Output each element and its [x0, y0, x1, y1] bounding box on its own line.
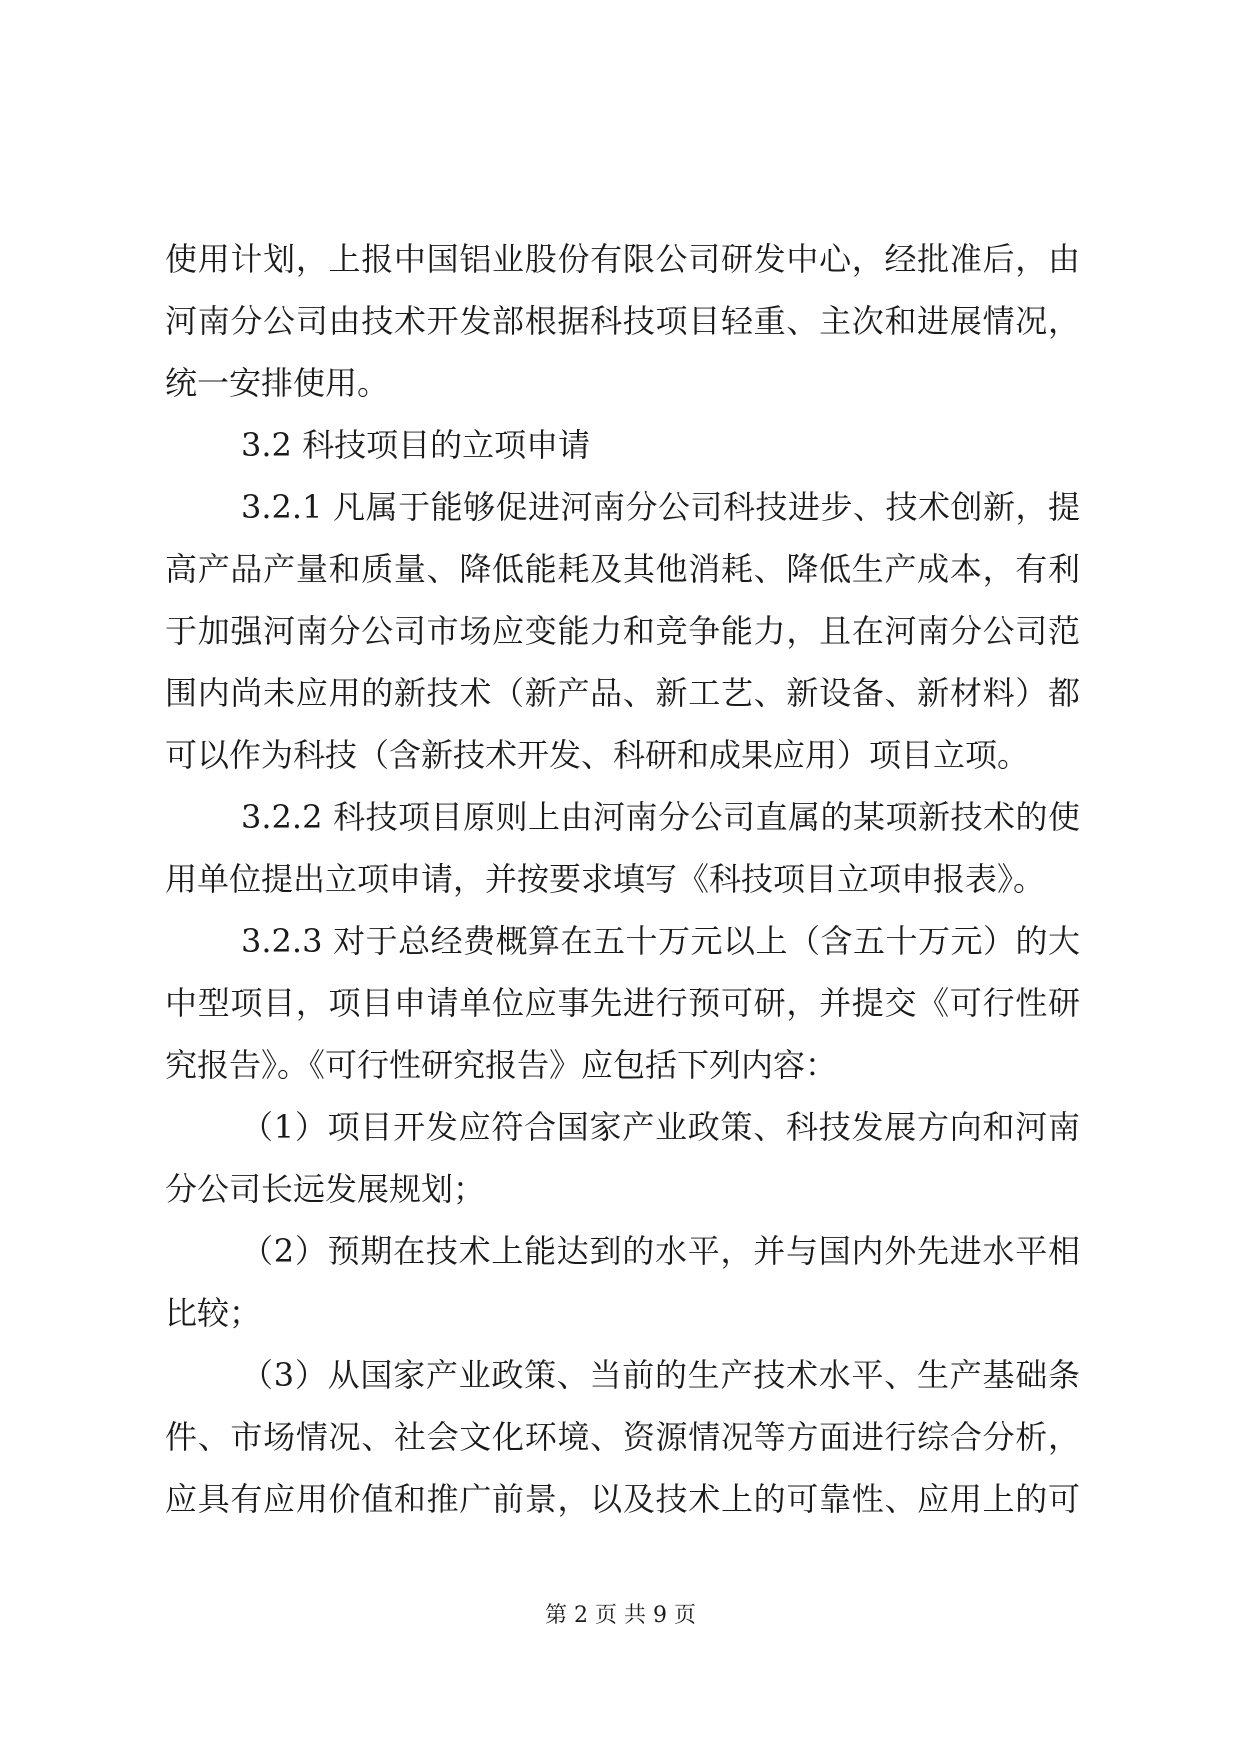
text-line: 用单位提出立项申请，并按要求填写《科技项目立项申报表》。: [165, 860, 1046, 898]
text-line: （1）项目开发应符合国家产业政策、科技发展方向和河南: [241, 1108, 1080, 1146]
text-line: 使用计划，上报中国铝业股份有限公司研发中心，经批准后，由: [165, 240, 1080, 278]
page-number-label: 第 2 页 共 9 页: [545, 1603, 696, 1628]
page-footer: [0, 1602, 1241, 1630]
text-line: 究报告》。《可行性研究报告》应包括下列内容：: [165, 1046, 838, 1084]
text-line: （3）从国家产业政策、当前的生产技术水平、生产基础条: [241, 1356, 1080, 1394]
document-body: [165, 228, 1080, 1530]
text-line: 围内尚未应用的新技术（新产品、新工艺、新设备、新材料）都: [165, 674, 1080, 712]
text-line: 中型项目，项目申请单位应事先进行预可研，并提交《可行性研: [165, 984, 1080, 1022]
text-line: 于加强河南分公司市场应变能力和竞争能力，且在河南分公司范: [165, 612, 1080, 650]
text-line: 统一安排使用。: [165, 364, 390, 402]
text-line: 3.2.2 科技项目原则上由河南分公司直属的某项新技术的使: [241, 798, 1080, 836]
text-line: 可以作为科技（含新技术开发、科研和成果应用）项目立项。: [165, 736, 1030, 774]
text-line: 3.2.3 对于总经费概算在五十万元以上（含五十万元）的大: [241, 922, 1080, 960]
text-line: 3.2 科技项目的立项申请: [241, 426, 591, 464]
text-line: 分公司长远发展规划；: [165, 1170, 486, 1208]
text-line: 3.2.1 凡属于能够促进河南分公司科技进步、技术创新，提: [241, 488, 1080, 526]
text-line: 应具有应用价值和推广前景，以及技术上的可靠性、应用上的可: [165, 1480, 1080, 1518]
text-line: （2）预期在技术上能达到的水平，并与国内外先进水平相: [241, 1232, 1080, 1270]
text-line: 件、市场情况、社会文化环境、资源情况等方面进行综合分析，: [165, 1418, 1080, 1456]
text-line: 高产品产量和质量、降低能耗及其他消耗、降低生产成本，有利: [165, 550, 1080, 588]
text-line: 比较；: [165, 1294, 262, 1332]
text-line: 河南分公司由技术开发部根据科技项目轻重、主次和进展情况，: [165, 302, 1080, 340]
